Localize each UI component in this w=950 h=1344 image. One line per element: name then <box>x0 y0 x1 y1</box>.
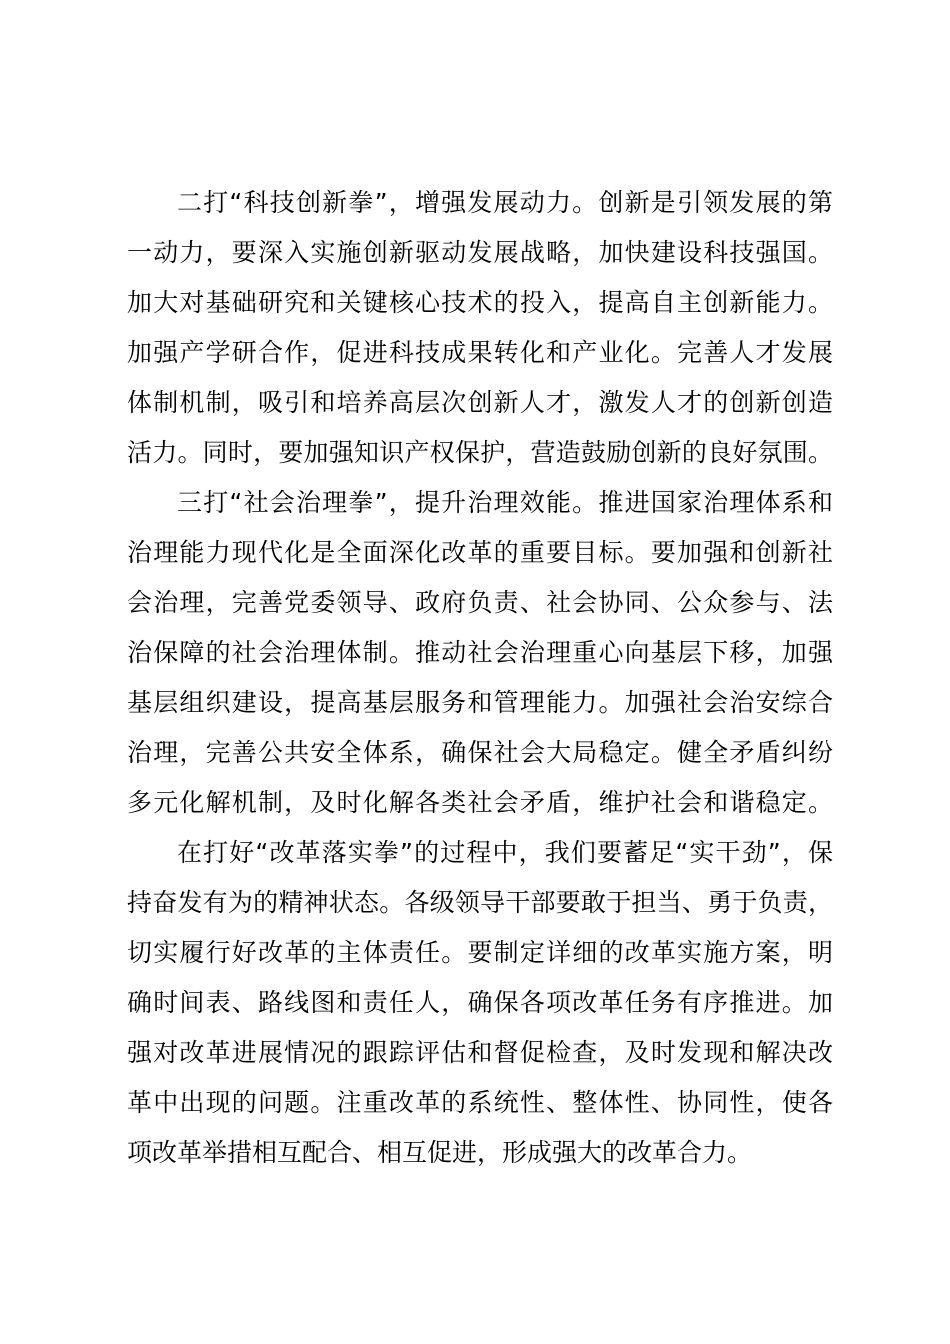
text-line: 二打“科技创新拳”，增强发展动力。创新是引领发展的第 <box>177 188 833 217</box>
text-line: 一动力，要深入实施创新驱动发展战略，加快建设科技强国。 <box>127 238 833 267</box>
paragraph-reform-implementation <box>127 828 833 1178</box>
document-body <box>127 178 833 1178</box>
paragraph-science-tech-innovation <box>127 178 833 478</box>
text-line: 革中出现的问题。注重改革的系统性、整体性、协同性，使各 <box>127 1088 833 1117</box>
text-line: 加大对基础研究和关键核心技术的投入，提高自主创新能力。 <box>127 288 833 317</box>
text-line: 多元化解机制，及时化解各类社会矛盾，维护社会和谐稳定。 <box>127 788 833 817</box>
text-line: 在打好“改革落实拳”的过程中，我们要蓄足“实干劲”，保 <box>177 838 833 867</box>
text-line: 切实履行好改革的主体责任。要制定详细的改革实施方案，明 <box>127 938 833 967</box>
text-line: 强对改革进展情况的跟踪评估和督促检查，及时发现和解决改 <box>127 1038 833 1067</box>
text-line: 确时间表、路线图和责任人，确保各项改革任务有序推进。加 <box>127 988 833 1017</box>
text-line: 治保障的社会治理体制。推动社会治理重心向基层下移，加强 <box>127 638 833 667</box>
text-line: 会治理，完善党委领导、政府负责、社会协同、公众参与、法 <box>127 588 833 617</box>
text-line: 体制机制，吸引和培养高层次创新人才，激发人才的创新创造 <box>127 388 833 417</box>
text-line: 活力。同时，要加强知识产权保护，营造鼓励创新的良好氛围。 <box>127 438 833 467</box>
text-line: 治理能力现代化是全面深化改革的重要目标。要加强和创新社 <box>127 538 833 567</box>
text-line: 加强产学研合作，促进科技成果转化和产业化。完善人才发展 <box>127 338 833 367</box>
text-line: 持奋发有为的精神状态。各级领导干部要敢于担当、勇于负责， <box>127 888 833 917</box>
text-line: 基层组织建设，提高基层服务和管理能力。加强社会治安综合 <box>127 688 833 717</box>
text-line: 项改革举措相互配合、相互促进，形成强大的改革合力。 <box>127 1138 753 1167</box>
text-line: 治理，完善公共安全体系，确保社会大局稳定。健全矛盾纠纷 <box>127 738 833 767</box>
paragraph-social-governance <box>127 478 833 828</box>
text-line: 三打“社会治理拳”，提升治理效能。推进国家治理体系和 <box>177 488 833 517</box>
